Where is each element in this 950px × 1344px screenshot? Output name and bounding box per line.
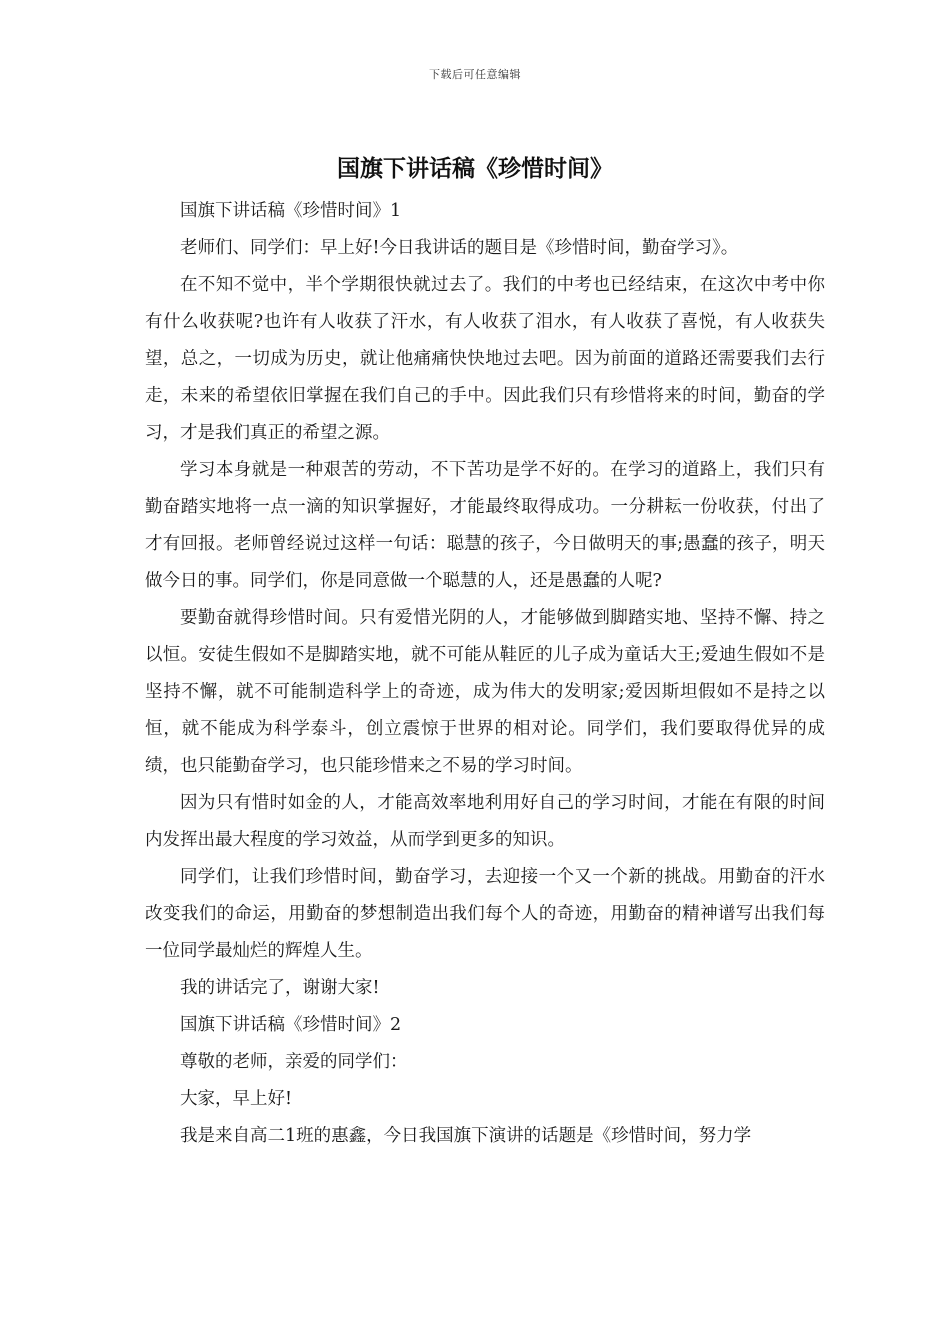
paragraph: 大家，早上好! bbox=[180, 1089, 293, 1109]
paragraph: 在不知不觉中，半个学期很快就过去了。我们的中考也已经结束，在这次中考中你有什么收获呢?也许有人收获了汗水，有人收获了泪水，有人收获了喜悦，有人收获失望，总之，一切成为历史，就让他痛痛快快地过去吧。因为前面的道路还需要我们去行走，未来的希望依旧掌握在我们自己的手中。因此我们只有珍惜将来的时间，勤奋的学习，才是我们真正的希望之源。 bbox=[145, 275, 825, 443]
paragraph: 尊敬的老师，亲爱的同学们： bbox=[180, 1052, 408, 1072]
paragraph: 我的讲话完了，谢谢大家! bbox=[180, 978, 380, 998]
document-body bbox=[145, 193, 825, 1155]
document-title: 国旗下讲话稿《珍惜时间》 bbox=[337, 155, 613, 182]
paragraph: 因为只有惜时如金的人，才能高效率地利用好自己的学习时间，才能在有限的时间内发挥出最大程度的学习效益，从而学到更多的知识。 bbox=[145, 793, 825, 850]
paragraph: 我是来自高二1班的惠鑫，今日我国旗下演讲的话题是《珍惜时间，努力学 bbox=[180, 1126, 752, 1146]
paragraph: 学习本身就是一种艰苦的劳动，不下苦功是学不好的。在学习的道路上，我们只有勤奋踏实地将一点一滴的知识掌握好，才能最终取得成功。一分耕耘一份收获，付出了才有回报。老师曾经说过这样一句话：聪慧的孩子，今日做明天的事;愚蠢的孩子，明天做今日的事。同学们，你是同意做一个聪慧的人，还是愚蠢的人呢? bbox=[145, 460, 825, 591]
header-note: 下载后可任意编辑 bbox=[429, 68, 521, 81]
paragraph: 国旗下讲话稿《珍惜时间》2 bbox=[180, 1015, 402, 1035]
paragraph: 国旗下讲话稿《珍惜时间》1 bbox=[180, 201, 402, 221]
paragraph: 老师们、同学们：早上好!今日我讲话的题目是《珍惜时间，勤奋学习》。 bbox=[180, 238, 739, 258]
paragraph: 同学们，让我们珍惜时间，勤奋学习，去迎接一个又一个新的挑战。用勤奋的汗水改变我们的命运，用勤奋的梦想制造出我们每个人的奇迹，用勤奋的精神谱写出我们每一位同学最灿烂的辉煌人生。 bbox=[145, 867, 825, 961]
paragraph: 要勤奋就得珍惜时间。只有爱惜光阴的人，才能够做到脚踏实地、坚持不懈、持之以恒。安徒生假如不是脚踏实地，就不可能从鞋匠的儿子成为童话大王;爱迪生假如不是坚持不懈，就不可能制造科学上的奇迹，成为伟大的发明家;爱因斯坦假如不是持之以恒，就不能成为科学泰斗，创立震惊于世界的相对论。同学们，我们要取得优异的成绩，也只能勤奋学习，也只能珍惜来之不易的学习时间。 bbox=[145, 608, 825, 776]
